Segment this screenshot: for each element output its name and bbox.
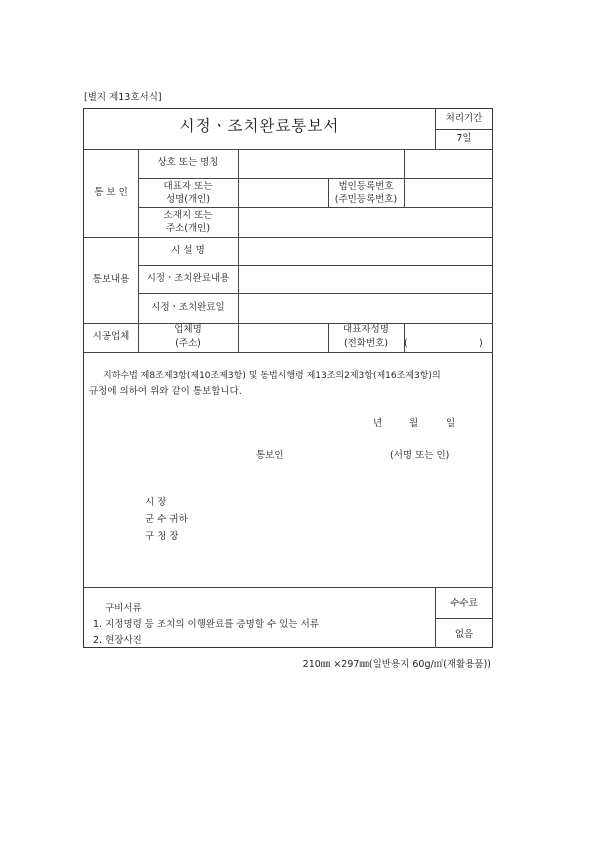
facility-name-label: 시 설 명	[171, 245, 205, 256]
notifier-section-label: 통 보 인	[94, 187, 128, 198]
representative-label-2: 성명(개인)	[165, 194, 211, 205]
corp-number-label-2: (주민등록번호)	[334, 194, 398, 205]
documents-heading: 구비서류	[105, 603, 142, 614]
fee-value: 없음	[454, 629, 474, 640]
processing-period-value: 7일	[456, 133, 472, 144]
phone-paren-close: )	[479, 338, 483, 349]
corp-number-label-1: 법인등록번호	[338, 181, 394, 192]
processing-period-label: 처리기간	[445, 113, 483, 124]
document-item-1: 1. 지정명령 등 조치의 이행완료를 증명할 수 있는 서류	[93, 619, 319, 630]
document-item-2: 2. 현장사진	[93, 635, 142, 646]
address-label-1: 소재지 또는	[163, 210, 213, 221]
address-label-2: 주소(개인)	[165, 223, 211, 234]
statement-line-1: 지하수법 제8조제3항(제10조제3항) 및 동법시행령 제13조의2제3항(제16조제3항)의	[103, 371, 441, 381]
statement-line-2: 규정에 의하여 위와 같이 통보합니다.	[89, 386, 242, 397]
company-address-label: (주소)	[175, 338, 201, 349]
signature-field: (서명 또는 인)	[390, 450, 450, 461]
date-year: 년	[373, 418, 383, 429]
signature-label: 통보인	[256, 450, 284, 461]
company-name-label: 업체명	[174, 324, 202, 335]
contractor-phone-label: (전화번호)	[343, 338, 389, 349]
action-content-label: 시정ㆍ조치완료내용	[146, 273, 230, 284]
phone-paren-open: (	[404, 338, 408, 349]
representative-label-1: 대표자 또는	[163, 181, 213, 192]
form-table	[83, 108, 493, 648]
form-number: [별지 제13호서식]	[84, 92, 162, 103]
content-section-label: 통보내용	[92, 274, 130, 285]
fee-label: 수수료	[450, 598, 478, 609]
paper-spec-note: 210㎜ ×297㎜(일반용지 60g/㎡(재활용품))	[302, 659, 491, 670]
recipient-district: 구 청 장	[145, 531, 179, 542]
action-date-label: 시정ㆍ조치완료일	[151, 302, 225, 313]
document-title: 시정ㆍ조치완료통보서	[179, 117, 340, 135]
recipient-mayor: 시 장	[145, 497, 167, 508]
contractor-section-label: 시공업체	[92, 331, 130, 342]
recipient-county: 군 수 귀하	[145, 514, 188, 525]
date-month: 월	[409, 418, 419, 429]
date-day: 일	[446, 418, 456, 429]
contractor-rep-label: 대표자성명	[343, 324, 389, 335]
business-name-label: 상호 또는 명칭	[157, 157, 219, 168]
